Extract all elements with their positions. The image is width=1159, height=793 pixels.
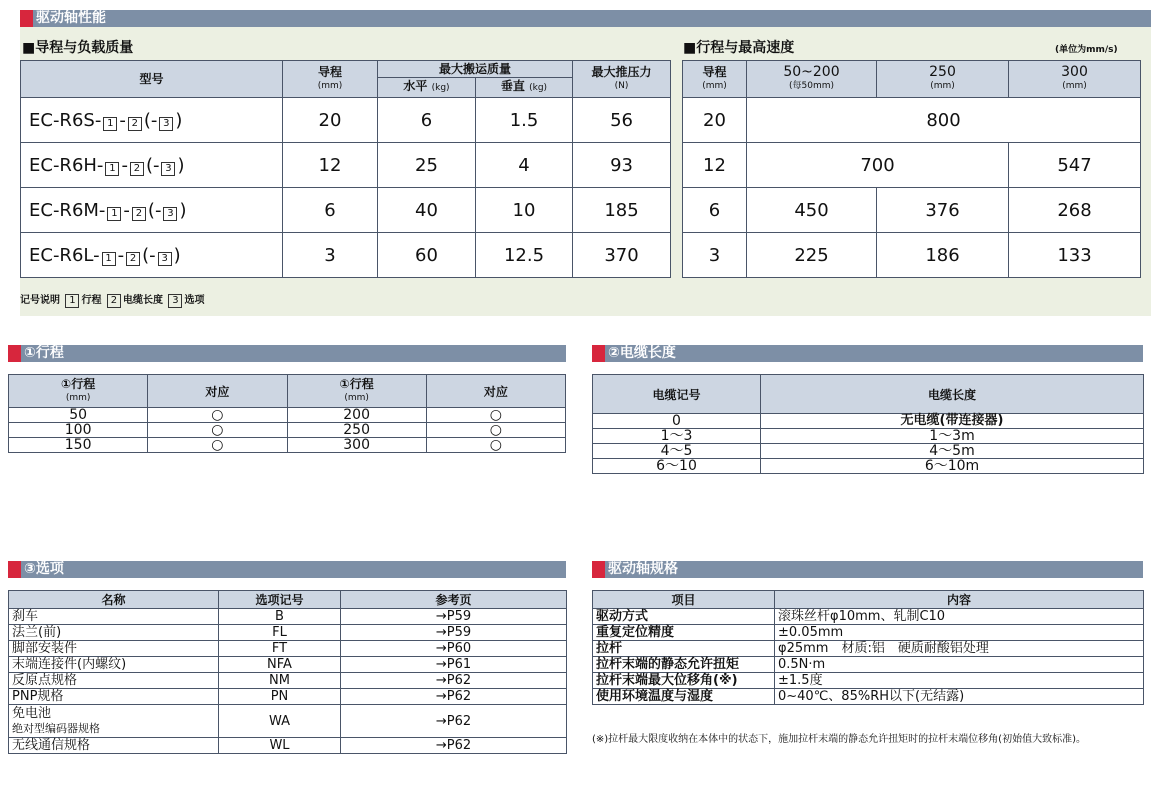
text-span: ) bbox=[177, 154, 185, 176]
text-span: 3 bbox=[163, 207, 177, 221]
table-cell: 反原点规格 bbox=[9, 673, 219, 689]
table-cell: 电缆记号 bbox=[593, 375, 761, 414]
text-span bbox=[8, 561, 21, 578]
table-cell: 末端连接件(内螺纹) bbox=[9, 657, 219, 673]
table-cell: 法兰(前) bbox=[9, 625, 219, 641]
table-cell: NFA bbox=[219, 657, 341, 673]
section-header-options bbox=[8, 561, 566, 578]
table-cell: 选项记号 bbox=[219, 591, 341, 609]
model-cell bbox=[21, 233, 283, 278]
table-cell: 4～5 bbox=[593, 444, 761, 459]
table-row bbox=[593, 641, 1144, 657]
table-cell: 3 bbox=[283, 233, 378, 278]
text-span: ①行程 bbox=[61, 377, 96, 391]
table-cell: FL bbox=[219, 625, 341, 641]
text-span: (- bbox=[145, 154, 160, 176]
table-cell: ①行程 (mm) bbox=[9, 375, 148, 408]
table-cell: 100 bbox=[9, 423, 148, 438]
cable-table bbox=[592, 374, 1144, 474]
table-row bbox=[9, 738, 567, 754]
text-span: 1 bbox=[105, 162, 119, 176]
text-span: - bbox=[119, 109, 126, 131]
table-cell: ○ bbox=[148, 438, 287, 453]
text-span: 3 bbox=[161, 162, 175, 176]
stroke-speed-table bbox=[682, 60, 1141, 278]
table-cell: 1.5 bbox=[476, 98, 573, 143]
table-cell: 3 bbox=[683, 233, 747, 278]
table-cell: NM bbox=[219, 673, 341, 689]
table-cell: 376 bbox=[877, 188, 1009, 233]
table-row bbox=[593, 689, 1144, 705]
table-cell: φ25mm 材质:铝 硬质耐酸铝处理 bbox=[775, 641, 1144, 657]
lead-load-table bbox=[20, 60, 671, 278]
table-cell: →P62 bbox=[341, 689, 567, 705]
table-cell: ±0.05mm bbox=[775, 625, 1144, 641]
header-lead: 导程 (mm) bbox=[283, 61, 378, 98]
text-span: 2 bbox=[130, 162, 144, 176]
text-span: 1 bbox=[107, 207, 121, 221]
text-span: EC-R6M- bbox=[29, 199, 106, 221]
speed-unit-note: (单位为mm/s) bbox=[1055, 45, 1118, 55]
table-cell: 268 bbox=[1009, 188, 1141, 233]
table-cell: →P62 bbox=[341, 673, 567, 689]
text-span: 250 bbox=[929, 64, 956, 80]
table-cell: 60 bbox=[378, 233, 476, 278]
table-cell: 185 bbox=[573, 188, 671, 233]
text-span: (- bbox=[142, 244, 156, 266]
text-span: - bbox=[121, 154, 128, 176]
table-cell: 93 bbox=[573, 143, 671, 188]
table-cell: 6～10m bbox=[761, 459, 1144, 474]
red-marker bbox=[20, 10, 33, 27]
header-model: 型号 bbox=[21, 61, 283, 98]
text-span: 50~200 bbox=[783, 64, 840, 80]
table-cell: 25 bbox=[378, 143, 476, 188]
header-250: 250 (mm) bbox=[877, 61, 1009, 98]
text-span: 3 bbox=[168, 294, 182, 308]
table-row bbox=[593, 609, 1144, 625]
text-span: 驱动轴规格 bbox=[608, 561, 678, 577]
table-cell: 电缆长度 bbox=[761, 375, 1144, 414]
table-row bbox=[593, 429, 1144, 444]
table-cell: 内容 bbox=[775, 591, 1144, 609]
table-cell: 6 bbox=[378, 98, 476, 143]
spec-table bbox=[592, 590, 1144, 705]
table-cell: 200 bbox=[287, 408, 426, 423]
table-cell: 刹车 bbox=[9, 609, 219, 625]
table-cell: 370 bbox=[573, 233, 671, 278]
table-row bbox=[683, 98, 1141, 143]
table-row bbox=[593, 657, 1144, 673]
table-row bbox=[9, 609, 567, 625]
table-cell: ±1.5度 bbox=[775, 673, 1144, 689]
table-cell: 6～10 bbox=[593, 459, 761, 474]
table-cell: →P61 bbox=[341, 657, 567, 673]
header-lead: 导程 (mm) bbox=[683, 61, 747, 98]
table-cell: 56 bbox=[573, 98, 671, 143]
text-span bbox=[592, 561, 605, 578]
table-row bbox=[683, 233, 1141, 278]
table-cell: 脚部安装件 bbox=[9, 641, 219, 657]
text-span: 最大推压力 bbox=[591, 65, 652, 79]
table-row bbox=[593, 459, 1144, 474]
table-cell: 800 bbox=[747, 98, 1141, 143]
model-cell bbox=[21, 188, 283, 233]
table-cell: 0~40℃、85%RH以下(无结露) bbox=[775, 689, 1144, 705]
options-table bbox=[8, 590, 567, 754]
table-cell: 重复定位精度 bbox=[593, 625, 775, 641]
table-cell: 4 bbox=[476, 143, 573, 188]
text-span: 2 bbox=[126, 252, 140, 266]
table-cell: 对应 bbox=[148, 375, 287, 408]
text-span: 行程 bbox=[81, 295, 102, 306]
table-row bbox=[9, 408, 566, 423]
text-span: - bbox=[117, 244, 125, 266]
table-cell: 无线通信规格 bbox=[9, 738, 219, 754]
section-header-stroke bbox=[8, 345, 566, 362]
header-max-mass: 最大搬运质量 bbox=[378, 61, 573, 78]
model-cell bbox=[21, 98, 283, 143]
table-cell: 1～3m bbox=[761, 429, 1144, 444]
header-horizontal: 水平 (kg) bbox=[378, 77, 476, 97]
text-span: EC-R6S- bbox=[29, 109, 102, 131]
text-span: 导程 bbox=[702, 65, 727, 79]
table-cell: B bbox=[219, 609, 341, 625]
text-span bbox=[8, 345, 21, 362]
text-span: 水平 bbox=[403, 79, 428, 94]
text-span: 导程 bbox=[317, 65, 342, 79]
table-cell: 6 bbox=[283, 188, 378, 233]
table-cell: 250 bbox=[287, 423, 426, 438]
table-cell: 186 bbox=[877, 233, 1009, 278]
table-row bbox=[683, 143, 1141, 188]
table-cell: 拉杆 bbox=[593, 641, 775, 657]
text-span: ③选项 bbox=[24, 561, 64, 577]
text-span: (- bbox=[143, 109, 158, 131]
text-span: 3 bbox=[159, 117, 173, 131]
symbol-legend bbox=[20, 291, 204, 308]
table-row bbox=[9, 438, 566, 453]
table-cell: ○ bbox=[148, 408, 287, 423]
table-cell: 无电缆(带连接器) bbox=[761, 414, 1144, 429]
table-row bbox=[9, 657, 567, 673]
table-cell: →P62 bbox=[341, 738, 567, 754]
text-span: ①行程 bbox=[24, 345, 64, 361]
text-span: 2 bbox=[107, 294, 121, 308]
table-row bbox=[593, 444, 1144, 459]
table-cell: 20 bbox=[283, 98, 378, 143]
table-cell: 450 bbox=[747, 188, 877, 233]
table-cell: ○ bbox=[426, 438, 565, 453]
spec-footnote: (※)拉杆最大限度收纳在本体中的状态下，施加拉杆末端的静态允许扭矩时的拉杆末端位移角(初始值大致标准)。 bbox=[592, 734, 1086, 745]
table-cell: 133 bbox=[1009, 233, 1141, 278]
text-span: 300 bbox=[1061, 64, 1088, 80]
table-cell: FT bbox=[219, 641, 341, 657]
table-row bbox=[9, 423, 566, 438]
table-row bbox=[9, 689, 567, 705]
table-cell: ①行程 (mm) bbox=[287, 375, 426, 408]
table-row bbox=[9, 641, 567, 657]
table-cell: 1～3 bbox=[593, 429, 761, 444]
table-row bbox=[9, 673, 567, 689]
section-header-spec bbox=[592, 561, 1143, 578]
text-span: 免电池 bbox=[12, 706, 52, 721]
table-cell: →P62 bbox=[341, 705, 567, 738]
table-cell: 拉杆末端的静态允许扭矩 bbox=[593, 657, 775, 673]
text-span: - bbox=[123, 199, 130, 221]
text-span: 1 bbox=[103, 117, 117, 131]
text-span bbox=[592, 345, 605, 362]
model-cell bbox=[21, 143, 283, 188]
table-cell: 0 bbox=[593, 414, 761, 429]
table-cell: 225 bbox=[747, 233, 877, 278]
header-300: 300 (mm) bbox=[1009, 61, 1141, 98]
table-cell: PN bbox=[219, 689, 341, 705]
section-header-cable bbox=[592, 345, 1143, 362]
stroke-speed-title: ■行程与最高速度 bbox=[683, 40, 795, 56]
table-row bbox=[593, 673, 1144, 689]
text-span: ) bbox=[175, 109, 183, 131]
lead-load-title: ■导程与负载质量 bbox=[22, 40, 134, 56]
table-cell: 拉杆末端最大位移角(※) bbox=[593, 673, 775, 689]
table-cell: 12 bbox=[683, 143, 747, 188]
table-cell: PNP规格 bbox=[9, 689, 219, 705]
table-cell: 滚珠丝杆φ10mm、轧制C10 bbox=[775, 609, 1144, 625]
table-cell: ○ bbox=[426, 408, 565, 423]
text-span: EC-R6L- bbox=[29, 244, 100, 266]
table-cell: 驱动方式 bbox=[593, 609, 775, 625]
table-cell: 40 bbox=[378, 188, 476, 233]
table-row bbox=[21, 233, 671, 278]
table-row bbox=[9, 625, 567, 641]
header-50-200: 50~200 (每50mm) bbox=[747, 61, 877, 98]
table-row bbox=[21, 188, 671, 233]
table-cell: 20 bbox=[683, 98, 747, 143]
table-cell: 项目 bbox=[593, 591, 775, 609]
table-cell: →P60 bbox=[341, 641, 567, 657]
table-cell: 547 bbox=[1009, 143, 1141, 188]
table-cell: 0.5N·m bbox=[775, 657, 1144, 673]
table-cell: 700 bbox=[747, 143, 1009, 188]
table-cell: 名称 bbox=[9, 591, 219, 609]
table-cell: 300 bbox=[287, 438, 426, 453]
text-span: 1 bbox=[102, 252, 116, 266]
table-cell bbox=[9, 705, 219, 738]
table-cell: 150 bbox=[9, 438, 148, 453]
text-span: 选项 bbox=[184, 295, 205, 306]
table-cell: 6 bbox=[683, 188, 747, 233]
header-max-push: 最大推压力 (N) bbox=[573, 61, 671, 98]
table-cell: 12.5 bbox=[476, 233, 573, 278]
text-span: 2 bbox=[132, 207, 146, 221]
table-row bbox=[683, 188, 1141, 233]
table-cell: 参考页 bbox=[341, 591, 567, 609]
table-cell: 12 bbox=[283, 143, 378, 188]
table-row bbox=[593, 625, 1144, 641]
text-span: ②电缆长度 bbox=[608, 345, 676, 361]
table-cell: →P59 bbox=[341, 609, 567, 625]
table-cell: WL bbox=[219, 738, 341, 754]
text-span: 垂直 bbox=[500, 79, 525, 94]
table-row bbox=[21, 143, 671, 188]
table-cell: ○ bbox=[148, 423, 287, 438]
table-cell: 10 bbox=[476, 188, 573, 233]
text-span: ) bbox=[173, 244, 181, 266]
text-span: EC-R6H- bbox=[29, 154, 104, 176]
text-span: (- bbox=[147, 199, 162, 221]
section-header-drive-performance bbox=[20, 10, 1151, 27]
text-span: 3 bbox=[158, 252, 172, 266]
stroke-table bbox=[8, 374, 566, 453]
table-cell: WA bbox=[219, 705, 341, 738]
table-row bbox=[21, 98, 671, 143]
table-cell: →P59 bbox=[341, 625, 567, 641]
table-cell: 50 bbox=[9, 408, 148, 423]
text-span: ) bbox=[179, 199, 187, 221]
text-span: 1 bbox=[65, 294, 79, 308]
table-cell: 对应 bbox=[426, 375, 565, 408]
text-span: 绝对型编码器规格 bbox=[12, 722, 100, 735]
text-span: 驱动轴性能 bbox=[36, 10, 106, 26]
text-span: ①行程 bbox=[339, 377, 374, 391]
text-span: 电缆长度 bbox=[122, 295, 163, 306]
header-vertical: 垂直 (kg) bbox=[476, 77, 573, 97]
table-row bbox=[593, 414, 1144, 429]
table-row bbox=[9, 705, 567, 738]
text-span: 记号说明 bbox=[20, 295, 60, 306]
table-cell: 4～5m bbox=[761, 444, 1144, 459]
table-cell: 使用环境温度与湿度 bbox=[593, 689, 775, 705]
table-cell: ○ bbox=[426, 423, 565, 438]
text-span: 2 bbox=[128, 117, 142, 131]
